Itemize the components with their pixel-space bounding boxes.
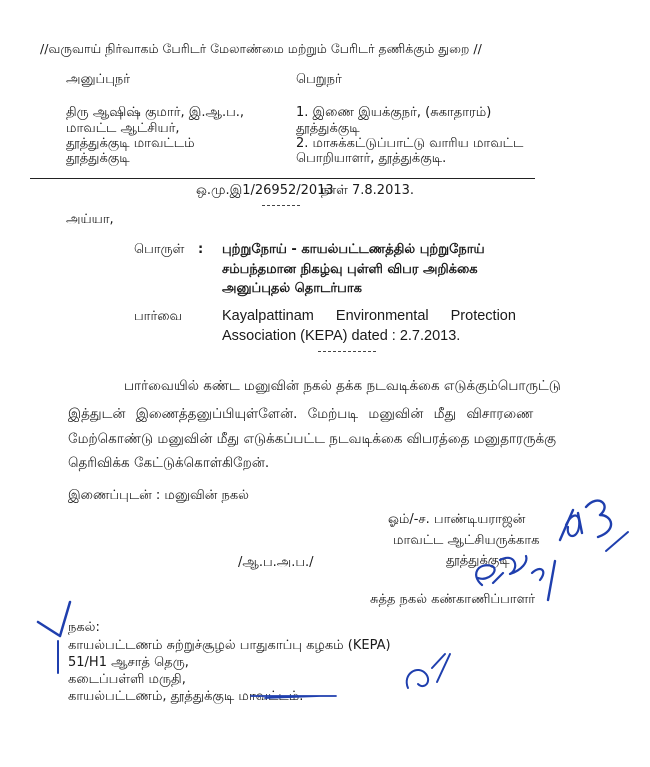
- header-divider: [30, 178, 535, 179]
- salutation: அய்யா,: [66, 212, 114, 227]
- margin-check-mark: [38, 602, 70, 636]
- copy-line: காயல்பட்டணம், தூத்துக்குடி மாவட்டம்.: [68, 689, 304, 704]
- signature-date-strokes: [548, 501, 611, 600]
- signature-loop: [566, 515, 579, 536]
- from-label: அனுப்புநர்: [66, 72, 131, 87]
- subject-colon: :: [198, 242, 204, 257]
- copy-line: கடைப்பள்ளி மருதி,: [68, 672, 186, 687]
- from-line: திரு ஆஷிஷ் குமார், இ.ஆ.ப.,: [66, 105, 245, 120]
- enclosure-note: இணைப்புடன் : மனுவின் நகல்: [68, 488, 249, 503]
- ref-line: Association (KEPA) dated : 2.7.2013.: [222, 328, 461, 344]
- body-line: தெரிவிக்க கேட்டுக்கொள்கிறேன்.: [68, 455, 270, 471]
- body-line: மேற்கொண்டு மனுவின் மீது எடுக்கப்பட்ட நடவடிக்கை விபரத்தை மனுதாரருக்கு: [68, 431, 557, 447]
- to-label: பெறுநர்: [296, 72, 342, 87]
- copy-initials: [407, 654, 450, 688]
- to-line: 1. இணை இயக்குநர், (சுகாதாரம்): [296, 105, 492, 120]
- reference-number: ஒ.மு.இ1/26952/2013: [196, 183, 334, 198]
- signature-line: தூத்துக்குடி: [446, 553, 510, 568]
- attestation-line: சுத்த நகல் கண்காணிப்பாளர்: [370, 592, 536, 607]
- ref-label: பார்வை: [134, 309, 183, 324]
- from-line: மாவட்ட ஆட்சியர்,: [66, 121, 180, 136]
- subject-line: சம்பந்தமான நிகழ்வு புள்ளி விபர அறிக்கை: [222, 262, 478, 277]
- subject-label: பொருள்: [134, 242, 185, 257]
- divider-dash: [318, 351, 376, 352]
- department-header: //வருவாய் நிர்வாகம் பேரிடர் மேலாண்மை மற்றும் பேரிடர் தணிக்கும் துறை //: [40, 41, 482, 56]
- to-line: தூத்துக்குடி: [296, 121, 360, 136]
- subject-line: அனுப்புதல் தொடர்பாக: [222, 281, 362, 296]
- body-line: பார்வையில் கண்ட மனுவின் நகல் தக்க நடவடிக்கை எடுக்கும்பொருட்டு: [124, 378, 561, 394]
- signature-line: ஓம்/-ச. பாண்டியராஜன்: [388, 512, 526, 527]
- reference-date: நாள் 7.8.2013.: [321, 183, 415, 198]
- divider-dash: [262, 205, 300, 206]
- copy-label: நகல்:: [68, 620, 100, 635]
- to-line: பொறியாளர், தூத்துக்குடி.: [296, 151, 447, 166]
- copy-line: 51/H1 ஆசாத் தெரு,: [68, 655, 189, 670]
- from-line: தூத்துக்குடி: [66, 151, 130, 166]
- signature-line: மாவட்ட ஆட்சியருக்காக: [393, 533, 540, 548]
- body-line: இத்துடன் இணைத்தனுப்பியுள்ளேன். மேற்படி மனுவின் மீது விசாரணை: [68, 406, 534, 422]
- subject-line: புற்றுநோய் - காயல்பட்டணத்தில் புற்றுநோய்: [222, 242, 485, 257]
- copy-line: காயல்பட்டணம் சுற்றுச்சூழல் பாதுகாப்பு கழகம் (KEPA): [68, 638, 391, 653]
- from-line: தூத்துக்குடி மாவட்டம்: [66, 136, 195, 151]
- ref-line: Kayalpattinam Environmental Protection: [222, 308, 516, 324]
- signature-tick: [606, 532, 628, 551]
- office-mark: /ஆ.ப.அ.ப./: [238, 555, 314, 570]
- to-line: 2. மாசுக்கட்டுப்பாட்டு வாரிய மாவட்ட: [296, 136, 524, 151]
